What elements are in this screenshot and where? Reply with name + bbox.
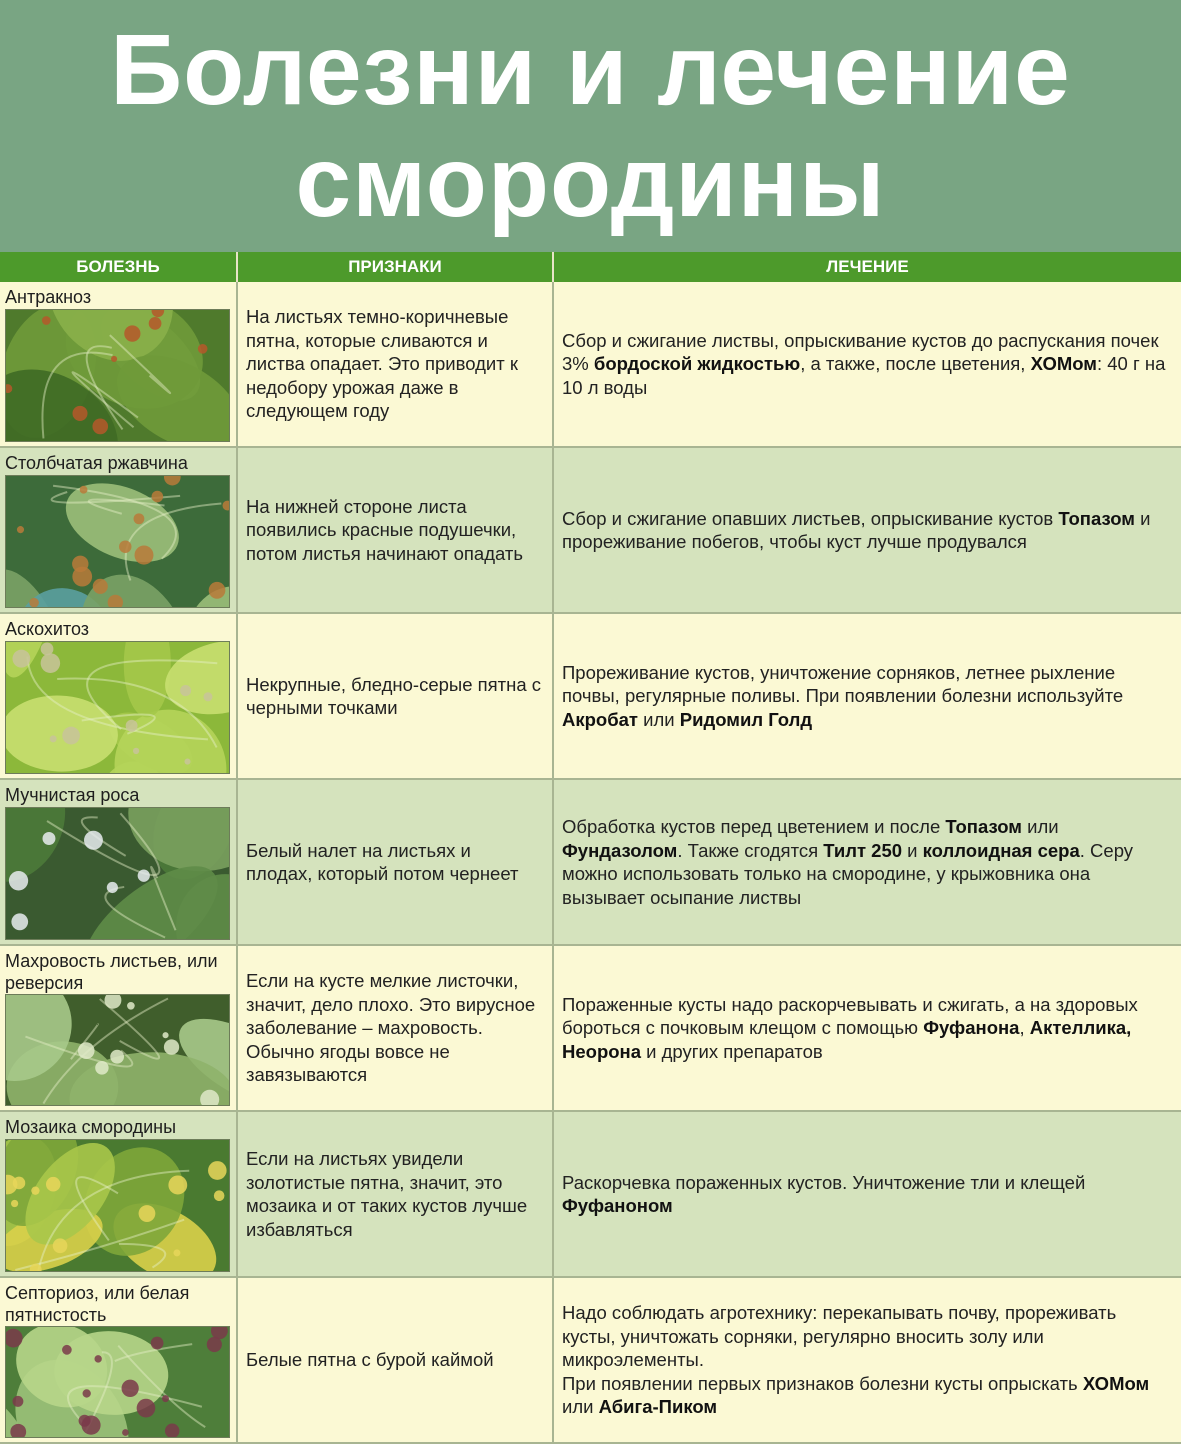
symptoms-text: Белые пятна с бурой каймой [246, 1349, 494, 1371]
treatment-text [562, 993, 1173, 1064]
treatment-text-segment: . Также сгодятся [677, 839, 824, 861]
treatment-text [562, 1301, 1173, 1419]
table-row [0, 780, 1181, 946]
treatment-cell [554, 448, 1181, 612]
treatment-text-segment: Прореживание кустов, уничтожение сорняков, летнее рыхление почвы, регулярные поливы. При появлении болезни используйте [562, 661, 1124, 707]
disease-cell [0, 780, 238, 944]
treatment-text-segment: или [638, 708, 680, 730]
disease-cell [0, 282, 238, 446]
treatment-cell [554, 1278, 1181, 1442]
symptoms-text: Некрупные, бледно-серые пятна с черными точками [246, 673, 542, 718]
disease-photo [5, 994, 230, 1106]
treatment-text [562, 661, 1173, 732]
disease-cell [0, 946, 238, 1110]
table-row [0, 1278, 1181, 1444]
treatment-product-name: бордоской жидкостью [593, 353, 801, 375]
table-row [0, 614, 1181, 780]
disease-name: Мучнистая роса [5, 785, 140, 805]
treatment-product-name: Акробат [562, 708, 638, 730]
disease-cell [0, 614, 238, 778]
treatment-cell [554, 282, 1181, 446]
treatment-text-segment: Пораженные кусты надо раскорчевывать и сжигать, а на здоровых бороться с почковым клещом с помощью [562, 993, 1138, 1039]
treatment-text-segment: Надо соблюдать агротехнику: перекапывать почву, прореживать кусты, уничтожать сорняки, регулярно вносить золу или микроэлементы. [562, 1302, 1117, 1371]
disease-name: Мозаика смородины [5, 1117, 177, 1137]
disease-cell [0, 448, 238, 612]
treatment-text-segment: или [562, 1396, 599, 1418]
table-row [0, 1112, 1181, 1278]
treatment-cell [554, 780, 1181, 944]
treatment-text [562, 507, 1173, 554]
disease-photo [5, 641, 230, 774]
treatment-text [562, 329, 1173, 400]
table-row [0, 946, 1181, 1112]
treatment-product-name: Ридомил Голд [679, 708, 813, 730]
table-row [0, 448, 1181, 614]
treatment-text-segment: , [1019, 1017, 1030, 1039]
treatment-product-name: коллоидная сера [922, 839, 1080, 861]
symptoms-cell [238, 780, 554, 944]
table-row [0, 282, 1181, 448]
column-header-symptoms: ПРИЗНАКИ [238, 252, 554, 282]
treatment-product-name: Фундазолом [562, 839, 678, 861]
treatment-cell [554, 1112, 1181, 1276]
treatment-text-segment: или [1021, 816, 1059, 837]
disease-photo [5, 807, 230, 940]
symptoms-text: Если на кусте мелкие листочки, значит, дело плохо. Это вирусное заболевание – махровость. Обычно ягоды вовсе не завязываются [246, 970, 536, 1086]
symptoms-text: На листьях темно-коричневые пятна, которые сливаются и листва опадает. Это приводит к недобору урожая даже в следующем году [246, 306, 518, 422]
symptoms-cell [238, 1112, 554, 1276]
column-header-treatment: ЛЕЧЕНИЕ [826, 257, 909, 276]
symptoms-cell [238, 614, 554, 778]
treatment-product-name: Топазом [1058, 507, 1135, 529]
treatment-product-name: ХОМом [1082, 1372, 1150, 1394]
disease-cell [0, 1278, 238, 1442]
title-banner [0, 0, 1181, 252]
disease-name: Антракноз [5, 287, 92, 307]
disease-table [0, 282, 1181, 1444]
column-header-disease: БОЛЕЗНЬ [0, 252, 238, 282]
treatment-text-segment: : 40 г на 10 л воды [562, 353, 1166, 398]
treatment-text-segment: Сбор и сжигание листвы, опрыскивание кустов до распускания почек 3% [562, 329, 1159, 375]
treatment-product-name: Фуфанона [923, 1017, 1020, 1039]
treatment-text-segment: Сбор и сжигание опавших листьев, опрыскивание кустов [562, 507, 1059, 529]
treatment-product-name: Абига-Пиком [598, 1396, 718, 1418]
treatment-text-segment: При появлении первых признаков болезни кусты опрыскать [562, 1372, 1083, 1394]
symptoms-cell [238, 448, 554, 612]
title-line-1: Болезни и лечение [110, 14, 1071, 126]
treatment-cell [554, 614, 1181, 778]
treatment-cell [554, 946, 1181, 1110]
treatment-text-segment: и прореживание побегов, чтобы куст лучше продувался [562, 507, 1151, 552]
treatment-text-segment: . Серу можно использовать только на смородине, у крыжовника она вызывает осыпание листвы [562, 839, 1134, 908]
treatment-text-segment: и других препаратов [641, 1040, 823, 1062]
treatment-text [562, 1171, 1173, 1218]
treatment-text-segment: и [902, 839, 923, 861]
treatment-product-name: Топазом [945, 816, 1022, 837]
title-line-2: смородины [295, 126, 886, 238]
symptoms-cell [238, 282, 554, 446]
symptoms-cell [238, 946, 554, 1110]
disease-name: Аскохитоз [5, 619, 90, 639]
symptoms-cell [238, 1278, 554, 1442]
disease-cell [0, 1112, 238, 1276]
table-header [0, 252, 1181, 282]
symptoms-text: Если на листьях увидели золотистые пятна, значит, это мозаика и от таких кустов лучше избавляться [246, 1148, 528, 1240]
disease-name: Столбчатая ржавчина [5, 453, 188, 473]
treatment-text [562, 815, 1173, 909]
symptoms-text: Белый налет на листьях и плодах, который потом чернеет [246, 839, 519, 884]
treatment-text-segment: Раскорчевка пораженных кустов. Уничтожение тли и клещей [562, 1171, 1086, 1193]
treatment-product-name: ХОМом [1030, 353, 1097, 375]
disease-photo [5, 1139, 230, 1272]
disease-photo [5, 309, 230, 442]
symptoms-text: На нижней стороне листа появились красные подушечки, потом листья начинают опадать [246, 495, 524, 564]
disease-name: Септориоз, или белая пятнистость [5, 1283, 190, 1325]
treatment-product-name: Тилт 250 [823, 839, 903, 861]
treatment-product-name: Фуфаноном [562, 1195, 673, 1216]
treatment-product-name: Актеллика, Неорона [562, 1017, 1132, 1062]
disease-name: Махровость листьев, или реверсия [5, 951, 218, 993]
disease-photo [5, 1326, 230, 1438]
treatment-text-segment: , а также, после цветения, [800, 353, 1031, 375]
treatment-text-segment: Обработка кустов перед цветением и после [562, 816, 946, 837]
disease-photo [5, 475, 230, 608]
